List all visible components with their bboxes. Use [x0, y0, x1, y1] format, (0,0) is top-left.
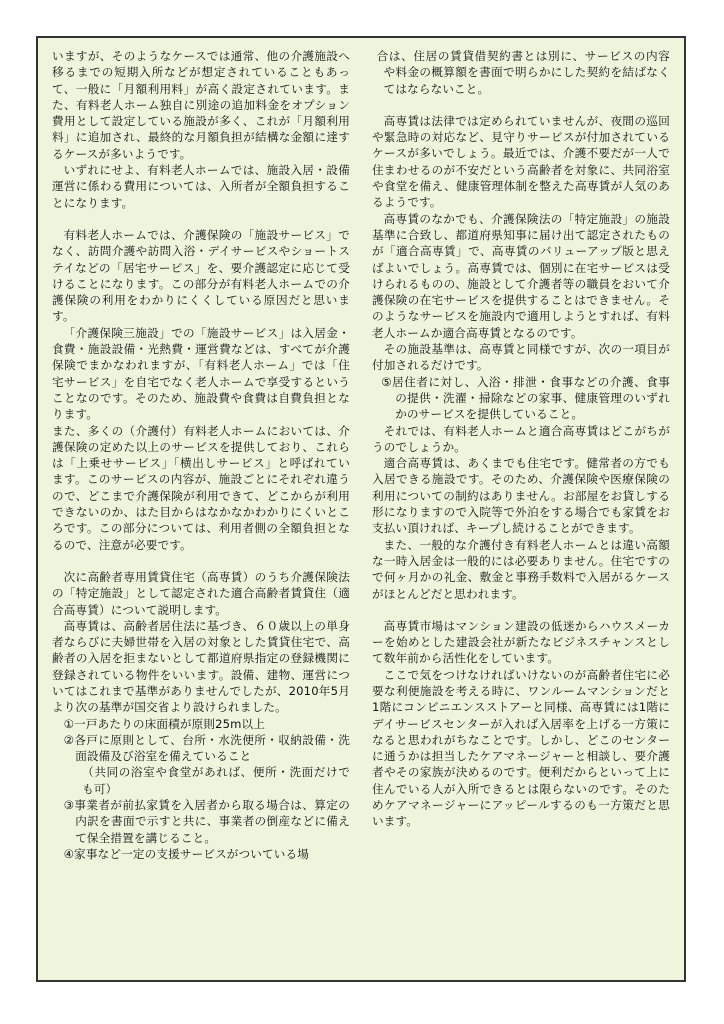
paragraph: ここで気をつけなければいけないのが高齢者住宅に必要な利便施設を考える時に、ワンルームマンションだと1階にコンビニエンスストアーと同様、高専賃には1階にデイサービスセンターが入れば入居率を上げる一方策になると思われがちなことです。しかし、どこのセンターに通うかは担当したケアマネージャーと相談し、要介護者やその家族が決めるのです。便利だからといって上に住んでいる人が入所できるとは限らないのです。そのためケアマネージャーにアッピールするのも一方策だと思います。	[372, 667, 670, 829]
paragraph: 高専賃は、高齢者居住法に基づき、６０歳以上の単身者ならびに夫婦世帯を入居の対象とした賃貸住宅で、高齢者の入居を拒まないとして都道府県指定の登録機関に登録されている物件をいいます。設備、建物、運営についてはこれまで基準がありませんでしたが、2010年5月より次の基準が国交省より設けられました。	[52, 618, 350, 715]
paragraph: 合は、住居の賃貸借契約書とは別に、サービスの内容や料金の概算額を書面で明らかにした契約を結ばなくてはならないこと。	[376, 49, 670, 96]
page-frame	[36, 36, 686, 982]
paragraph: 高専賃のなかでも、介護保険法の「特定施設」の施設基準に合致し、都道府県知事に届け出て認定されたものが「適合高専賃」で、高専賃のバリューアップ版と思えばよいでしょう。高専賃では、個別に在宅サービスは受けられるものの、施設として介護者等の職員をおいて介護保険の在宅サービスを提供することはできません。そのようなサービスを施設内で適用しようとすれば、有料老人ホームか適合高専賃となるのです。	[372, 211, 670, 340]
paragraph: いずれにせよ、有料老人ホームでは、施設入居・設備運営に係わる費用については、入所者が全額負担することになります。	[52, 163, 350, 210]
paragraph: それでは、有料老人ホームと適合高専賃はどこがちがうのでしょうか。	[372, 423, 670, 454]
paragraph: 「介護保険三施設」での「施設サービス」は入居金・食費・施設設備・光熱費・運営費などは、すべてが介護保険でまかなわれますが、「有料老人ホーム」では「住宅サービス」を自宅でなく老人ホームで享受するということなのです。そのため、施設費や食費は自費負担となります。	[52, 325, 350, 422]
paragraph: いますが、そのようなケースでは通常、他の介護施設へ移るまでの短期入所などが想定されていることもあって、一般に「月額利用料」が高く設定されています。また、有料老人ホーム独自に別途の追加料金をオプション費用として設定している施設が多く、これが「月額利用料」に追加され、最終的な月額負担が結構な金額に達するケースが多いようです。	[52, 49, 350, 161]
list-item: ④家事など一定の支援サービスがついている場	[63, 846, 310, 861]
paragraph: 高専賃は法律では定められていませんが、夜間の巡回や緊急時の対応など、見守りサービスが付加されているケースが多いでしょう。最近では、介護不要だが一人で住まわせるのが不安だという高齢者を対象に、共同浴室や食堂を備え、健康管理体制を整えた高専賃が人気のあるようです。	[372, 113, 670, 210]
paragraph: 次に高齢者専用賃貸住宅（高専賃）のうち介護保険法の「特定施設」として認定された適合高齢者賃貸住（適合高専賃）について説明します。	[52, 569, 350, 617]
list-item: ③事業者が前払家賃を入居者から取る場合は、算定の内訳を書面で示すと共に、事業者の倒産などに備えて保全措置を講じること。	[63, 798, 350, 845]
right-column	[372, 48, 670, 830]
paragraph: 高専賃市場はマンション建設の低迷からハウスメーカーを始めとした建設会社が新たなビジネスチャンスとして数年前から活性化をしています。	[372, 618, 670, 666]
list-item: ②各戸に原則として、台所・水洗便所・収納設備・洗面設備及び浴室を備えていること	[63, 732, 350, 764]
list-item: ⑤居住者に対し、入浴・排泄・食事などの介護、食事の提供・洗濯・掃除などの家事、健康管理のいずれかのサービスを提供していること。	[381, 374, 670, 422]
paragraph: また、多くの（介護付）有料老人ホームにおいては、介護保険の定めた以上のサービスを提供しており、これらは「上乗せサービス」「横出しサービス」と呼ばれています。このサービスの内容が、施設ごとにそれぞれ違うので、どこまで介護保険が利用できて、どこからが利用できないのか、はた目からはなかなかわかりにくいところです。この部分については、利用者側の全額負担となるので、注意が必要です。	[52, 423, 350, 552]
list-item: ①一戸あたりの床面積が原則25m以上	[63, 716, 266, 731]
list-item-note: （共同の浴室や食堂があれば、便所・洗面だけでも可）	[82, 765, 350, 796]
paragraph: 有料老人ホームでは、介護保険の「施設サービス」でなく、訪問介護や訪問入浴・デイサービスやショートステイなどの「居宅サービス」を、要介護認定に応じて受けることになります。この部分が有料老人ホームでの介護保険の利用をわかりにくくしている原因だと思います。	[52, 227, 350, 324]
left-column	[52, 48, 350, 862]
paragraph: 適合高専賃は、あくまでも住宅です。健常者の方でも入居できる施設です。そのため、介護保険や医療保険の利用についての制約はありません。お部屋をお貸しする形になりますので入院等で外泊をする場合でも家賃をお支払い頂ければ、キープし続けることができます。	[372, 456, 670, 536]
paragraph: また、一般的な介護付き有料老人ホームとは違い高額な一時入居金は一般的には必要ありません。住宅ですので何ヶ月かの礼金、敷金と事務手数料で入居がるケースがほとんどだと思われます。	[372, 537, 670, 601]
paragraph: その施設基準は、高専賃と同様ですが、次の一項目が付加されるだけです。	[372, 342, 670, 373]
